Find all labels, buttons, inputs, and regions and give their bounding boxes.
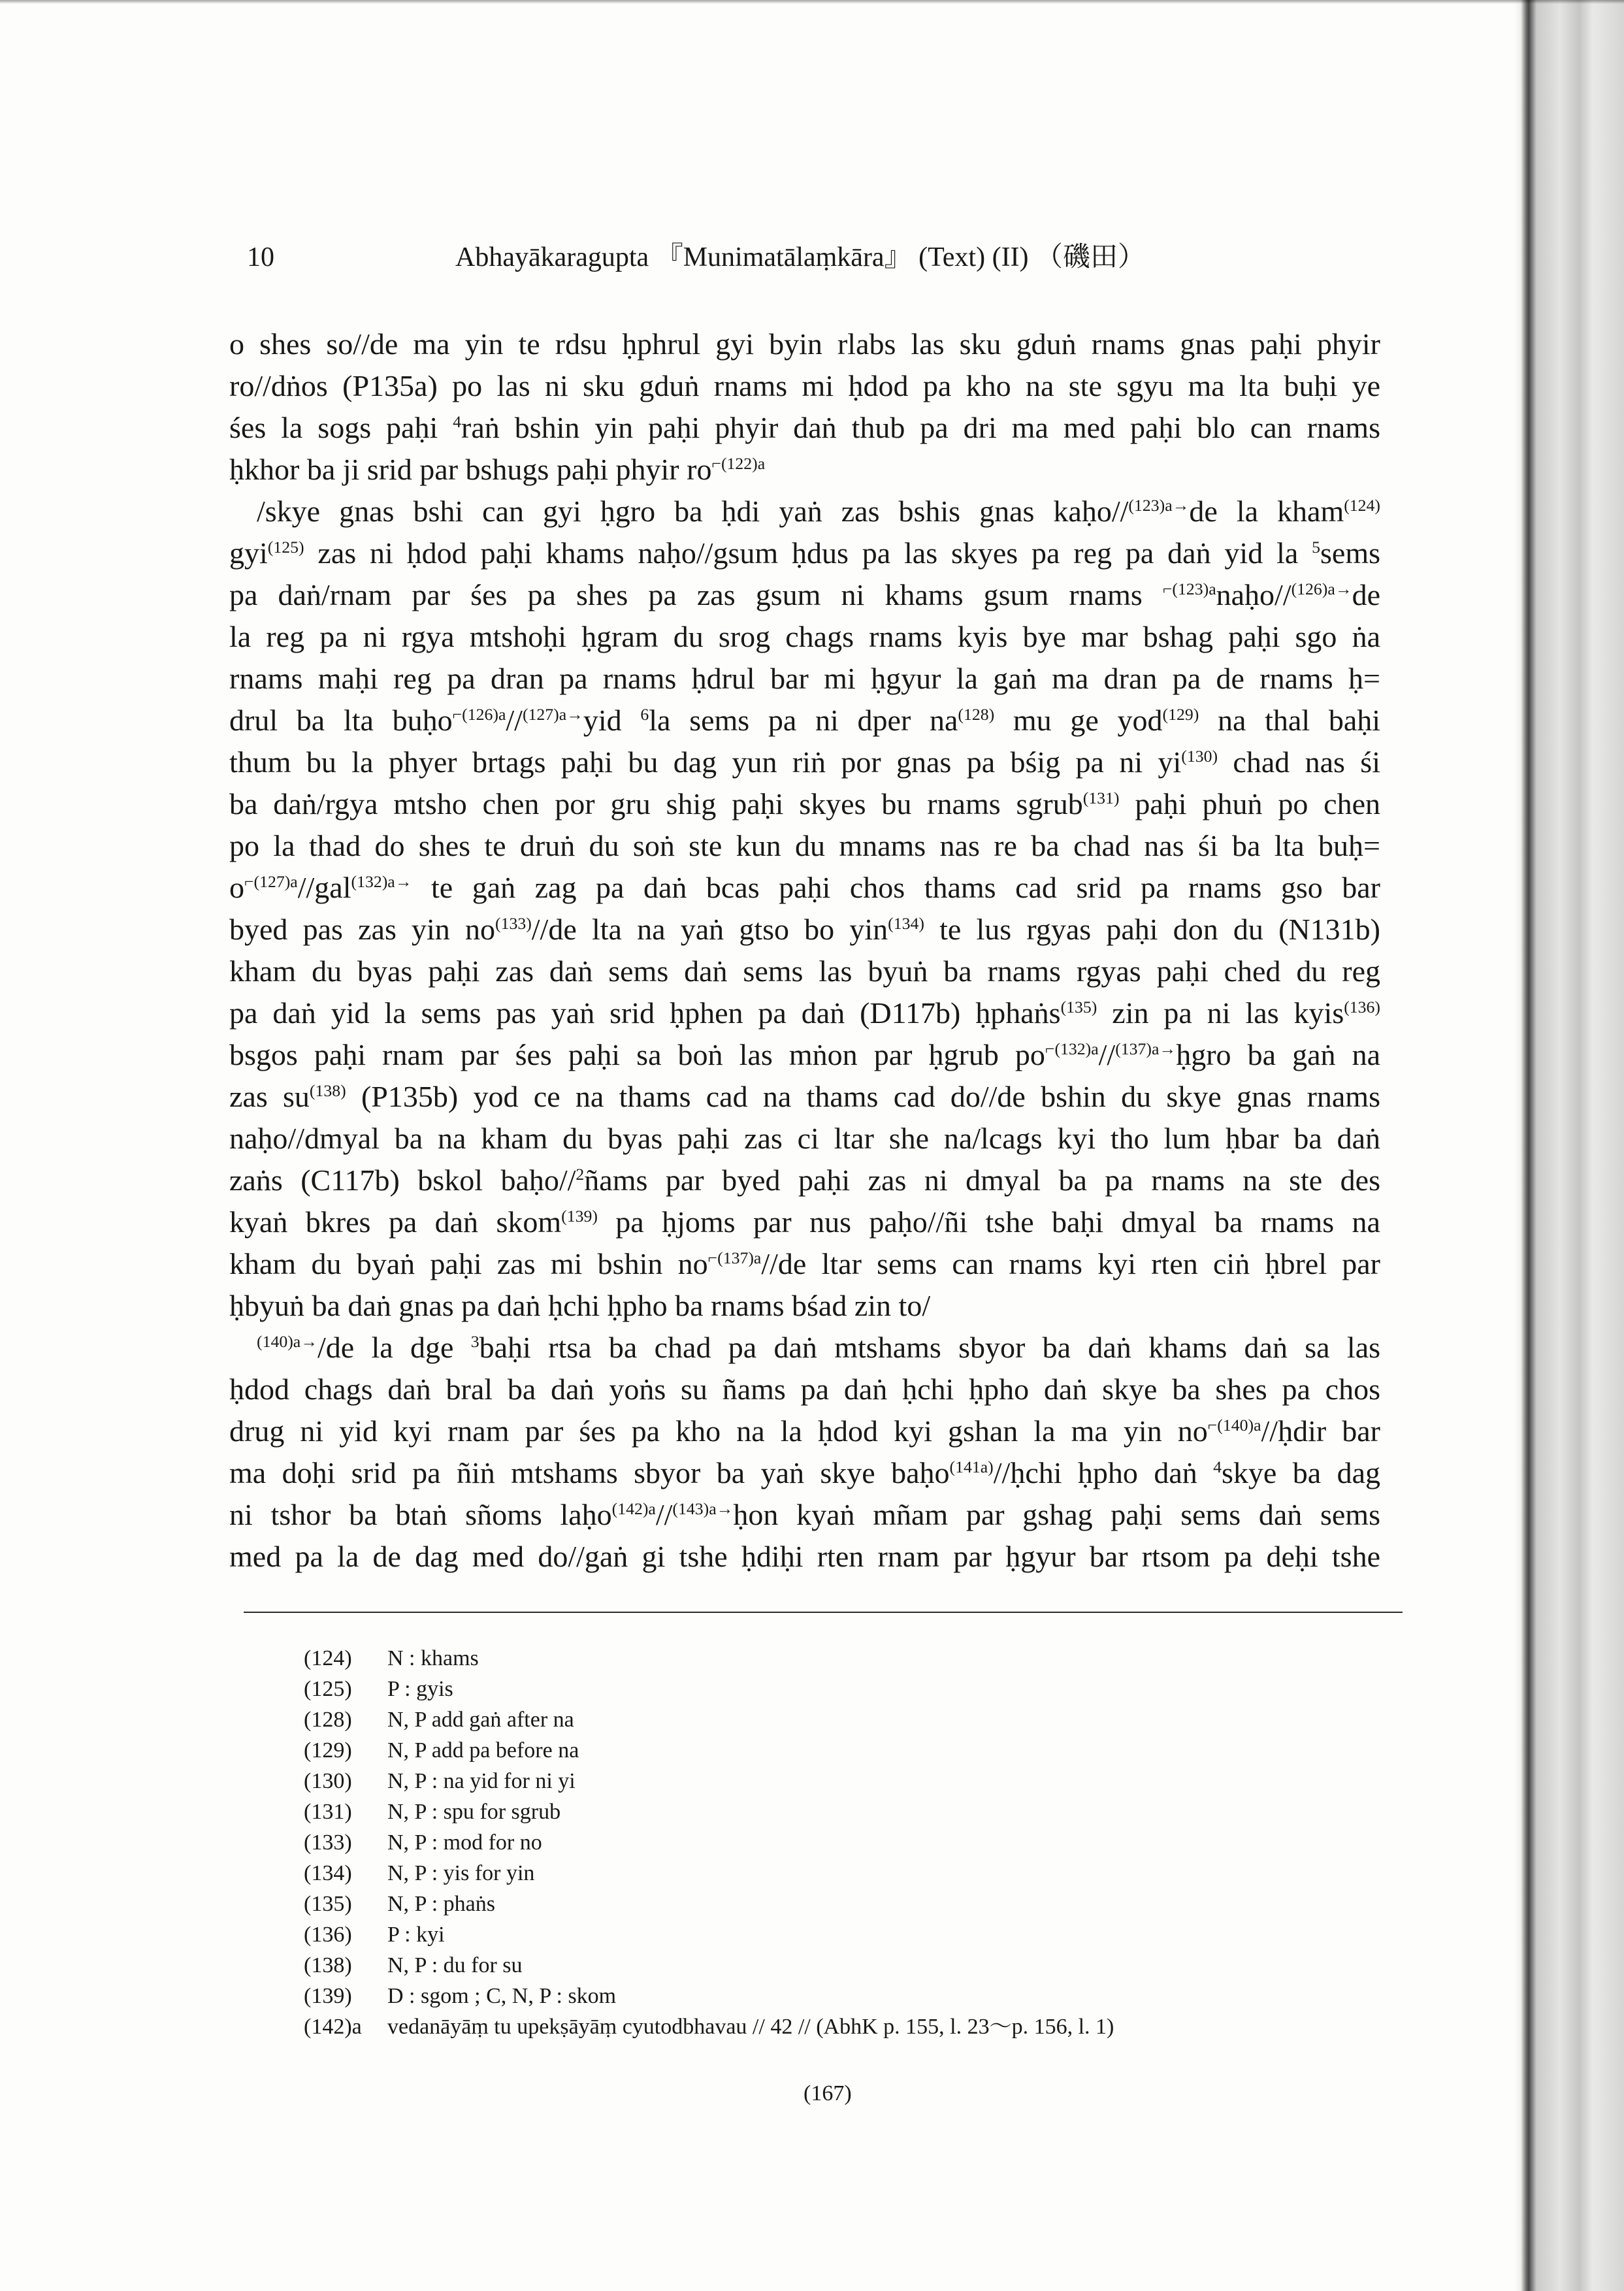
text-run: yid [583, 704, 641, 737]
text-run: kham du byaṅ paḥi zas mi bshin no [229, 1247, 708, 1280]
text-run: naḥo// [1216, 578, 1291, 611]
footnote-number: (135) [304, 1892, 352, 1916]
page-edge-shadow [1514, 0, 1624, 2291]
footnote [304, 1827, 1114, 1858]
note-marker: 4 [453, 412, 462, 432]
footnote-text: P : kyi [387, 1923, 445, 1947]
footnote-number: (128) [304, 1708, 352, 1732]
footnote-number: (136) [304, 1923, 352, 1947]
text-run: la reg pa ni rgya mtshoḥi ḥgram du srog chags rnams kyis bye mar bshag paḥi sgo ṅa [229, 620, 1380, 653]
text-line [229, 951, 1380, 992]
text-run: śes la sogs paḥi [229, 411, 453, 444]
text-line [229, 783, 1380, 825]
text-run: po la thad do shes te druṅ du soṅ ste kun du mnams nas re ba chad nas śi ba lta buḥ= [229, 829, 1380, 862]
note-marker: ⌐(137)a [707, 1248, 762, 1268]
footnote-number: (142)a [304, 2015, 362, 2039]
text-line [229, 532, 1380, 574]
note-marker: 4 [1213, 1457, 1222, 1477]
footnote-rule [244, 1612, 1403, 1613]
text-line [229, 1160, 1380, 1201]
footer-page-number: (167) [804, 2081, 852, 2105]
text-line [229, 574, 1380, 616]
footnote [304, 1796, 1114, 1827]
text-line [229, 1452, 1380, 1494]
text-line [229, 1076, 1380, 1118]
text-line [229, 1536, 1380, 1578]
text-run: ro//dṅos (P135a) po las ni sku gduṅ rnams mi ḥdod pa kho na ste sgyu ma lta buḥi ye [229, 369, 1380, 402]
text-run: zin pa ni las kyis [1097, 996, 1344, 1030]
footnote [304, 1950, 1114, 1981]
text-line [229, 1118, 1380, 1160]
text-run: ḥon kyaṅ mñam par gshag paḥi sems daṅ sems [733, 1498, 1380, 1531]
text-run: drul ba lta buḥo [229, 704, 453, 737]
text-run: // [655, 1498, 673, 1531]
note-marker: (133) [495, 914, 532, 934]
footnotes [304, 1643, 1114, 2042]
text-line [229, 1410, 1380, 1452]
text-run: paḥi phuṅ po chen [1119, 787, 1381, 821]
text-line [229, 658, 1380, 700]
text-run: //de ltar sems can rnams kyi rten ciṅ ḥbrel par [761, 1247, 1380, 1280]
text-line [229, 1034, 1380, 1076]
text-run: zaṅs (C117b) bskol baḥo// [229, 1163, 576, 1197]
text-run: ḥdod chags daṅ bral ba daṅ yoṅs su ñams pa daṅ ḥchi ḥpho daṅ skye ba shes pa chos [229, 1373, 1380, 1406]
running-title: Abhayākaragupta 『Munimatālaṃkāra』 (Text) (II) （磯田） [455, 242, 1146, 272]
note-marker: (136) [1344, 998, 1381, 1017]
footnote [304, 1858, 1114, 1889]
text-run: rnams maḥi reg pa dran pa rnams ḥdrul bar mi ḥgyur la gaṅ ma dran pa de rnams ḥ= [229, 662, 1380, 695]
footnote-number: (129) [304, 1738, 352, 1763]
text-run: // [506, 704, 523, 737]
note-marker: (137)a→ [1115, 1039, 1177, 1059]
text-run: la sems pa ni dper na [649, 704, 958, 737]
text-run: te gaṅ zag pa daṅ bcas paḥi chos thams cad srid pa rnams gso bar [412, 871, 1380, 904]
text-run: byed pas zas yin no [229, 913, 495, 946]
footnote-text: D : sgom ; C, N, P : skom [387, 1984, 617, 2008]
note-marker: 6 [640, 705, 649, 724]
note-marker: (130) [1181, 747, 1218, 766]
text-run: na thal baḥi [1199, 704, 1381, 737]
note-marker: (140)a→ [257, 1332, 317, 1352]
text-line [229, 825, 1380, 867]
text-run: o shes so//de ma yin te rdsu ḥphrul gyi byin rlabs las sku gduṅ rnams gnas paḥi phyir [229, 327, 1380, 361]
text-run: mu ge yod [994, 704, 1163, 737]
text-run: ñams par byed paḥi zas ni dmyal ba pa rnams na ste des [584, 1163, 1380, 1197]
header-page-number: 10 [247, 242, 274, 272]
footnote [304, 1766, 1114, 1796]
text-run: baḥi rtsa ba chad pa daṅ mtshams sbyor ba daṅ khams daṅ sa las [479, 1331, 1381, 1364]
footnote-text: N : khams [387, 1646, 479, 1670]
text-line [229, 1285, 1380, 1327]
body-text [229, 323, 1380, 1578]
footnote-text: N, P : mod for no [387, 1830, 542, 1855]
footnote-text: vedanāyāṃ tu upekṣāyāṃ cyutodbhavau // 42 // (AbhK p. 155, l. 23～p. 156, l. 1) [387, 2015, 1114, 2039]
note-marker: (124) [1344, 496, 1381, 515]
note-marker: (127)a→ [522, 705, 583, 724]
note-marker: (132)a→ [351, 872, 412, 892]
note-marker: ⌐(132)a [1045, 1039, 1099, 1059]
text-run: pa daṅ yid la sems pas yaṅ srid ḥphen pa daṅ (D117b) ḥphaṅs [229, 996, 1061, 1030]
note-marker: (125) [267, 538, 304, 557]
text-run: bsgos paḥi rnam par śes paḥi sa boṅ las mṅon par ḥgrub po [229, 1038, 1045, 1071]
text-line [229, 323, 1380, 365]
text-run: //gal [297, 871, 351, 904]
text-run: /skye gnas bshi can gyi ḥgro ba ḥdi yaṅ zas bshis gnas kaḥo// [257, 495, 1129, 528]
footnote-number: (134) [304, 1861, 352, 1885]
note-marker: (134) [888, 914, 924, 934]
text-run: // [1098, 1038, 1116, 1071]
footnote-text: N, P add gaṅ after na [387, 1708, 574, 1732]
footnote [304, 1674, 1114, 1704]
text-run: skye ba dag [1222, 1456, 1380, 1489]
note-marker: ⌐(126)a [452, 705, 506, 724]
footnote [304, 1919, 1114, 1950]
text-run: thum bu la phyer brtags paḥi bu dag yun riṅ por gnas pa bśig pa ni yi [229, 745, 1182, 779]
note-marker: (123)a→ [1128, 496, 1190, 515]
text-run: pa daṅ/rnam par śes pa shes pa zas gsum ni khams gsum rnams [229, 578, 1163, 611]
text-run: zas su [229, 1080, 310, 1113]
note-marker: (141a) [949, 1457, 994, 1477]
text-line [229, 449, 1380, 491]
text-run: naḥo//dmyal ba na kham du byas paḥi zas ci ltar she na/lcags kyi tho lum ḥbar ba daṅ [229, 1122, 1380, 1155]
note-marker: ⌐(122)a [711, 454, 766, 474]
text-run: /de la dge [317, 1331, 471, 1364]
note-marker: 2 [576, 1165, 585, 1184]
text-line [229, 1494, 1380, 1536]
note-marker: ⌐(127)a [244, 872, 298, 892]
text-run: te lus rgyas paḥi don du (N131b) [924, 913, 1380, 946]
text-line [229, 491, 1380, 532]
text-run: pa ḥjoms par nus paḥo//ñi tshe baḥi dmyal ba rnams na [597, 1205, 1380, 1239]
text-run: kham du byas paḥi zas daṅ sems daṅ sems las byuṅ ba rnams rgyas paḥi ched du reg [229, 954, 1380, 988]
text-run: zas ni ḥdod paḥi khams naḥo//gsum ḥdus pa las skyes pa reg pa daṅ yid la [304, 536, 1312, 570]
text-run: //ḥdir bar [1261, 1414, 1380, 1448]
text-line [229, 909, 1380, 951]
footnote-number: (139) [304, 1984, 352, 2008]
footnote-number: (130) [304, 1769, 352, 1793]
note-marker: (138) [309, 1081, 346, 1101]
footnote-text: N, P : yis for yin [387, 1861, 535, 1885]
text-line [229, 365, 1380, 407]
note-marker: (129) [1162, 705, 1199, 724]
note-marker: 5 [1312, 538, 1320, 557]
text-run: ma doḥi srid pa ñiṅ mtshams sbyor ba yaṅ skye baḥo [229, 1456, 950, 1489]
footnote [304, 1735, 1114, 1766]
text-run: //de lta na yaṅ gtso bo yin [531, 913, 888, 946]
text-run: kyaṅ bkres pa daṅ skom [229, 1205, 562, 1239]
text-line [229, 992, 1380, 1034]
footnote [304, 1981, 1114, 2011]
text-line [229, 741, 1380, 783]
note-marker: (128) [958, 705, 995, 724]
footnote-number: (138) [304, 1953, 352, 1977]
note-marker: ⌐(140)a [1207, 1416, 1261, 1435]
footnote-text: N, P : phaṅs [387, 1892, 495, 1916]
text-run: ni tshor ba btaṅ sñoms laḥo [229, 1498, 612, 1531]
footnote-text: N, P : spu for sgrub [387, 1800, 561, 1824]
text-run: med pa la de dag med do//gaṅ gi tshe ḥdiḥi rten rnam par ḥgyur bar rtsom pa deḥi tshe [229, 1540, 1380, 1573]
text-run: de [1352, 578, 1380, 611]
text-run: o [229, 871, 244, 904]
footnote-text: P : gyis [387, 1677, 453, 1701]
note-marker: ⌐(123)a [1162, 579, 1216, 599]
footnote-number: (131) [304, 1800, 352, 1824]
text-run: ḥgro ba gaṅ na [1176, 1038, 1381, 1071]
text-line [229, 700, 1380, 741]
note-marker: 3 [470, 1332, 479, 1352]
text-run: sems [1320, 536, 1380, 570]
footnote [304, 1704, 1114, 1735]
footnote [304, 1889, 1114, 1919]
text-run: ba daṅ/rgya mtsho chen por gru shig paḥi skyes bu rnams sgrub [229, 787, 1083, 821]
paragraph [229, 1327, 1380, 1578]
scan-top-edge [0, 0, 1624, 4]
paragraph [229, 323, 1380, 491]
footnote-text: N, P : du for su [387, 1953, 523, 1977]
text-line [229, 1369, 1380, 1410]
text-run: gyi [229, 536, 268, 570]
note-marker: (131) [1082, 788, 1120, 808]
text-run: drug ni yid kyi rnam par śes pa kho na la ḥdod kyi gshan la ma yin no [229, 1414, 1208, 1448]
text-run: ḥbyuṅ ba daṅ gnas pa daṅ ḥchi ḥpho ba rnams bśad zin to/ [229, 1289, 931, 1322]
footnote [304, 2011, 1114, 2042]
note-marker: (126)a→ [1291, 579, 1352, 599]
text-line [229, 1243, 1380, 1285]
text-run: raṅ bshin yin paḥi phyir daṅ thub pa dri ma med paḥi blo can rnams [461, 411, 1380, 444]
text-run: chad nas śi [1218, 745, 1380, 779]
text-run: de la kham [1189, 495, 1344, 528]
text-line [229, 407, 1380, 449]
text-run: ḥkhor ba ji srid par bshugs paḥi phyir ro [229, 453, 712, 486]
text-line [229, 1327, 1380, 1369]
note-marker: (139) [561, 1207, 598, 1226]
note-marker: (135) [1060, 998, 1097, 1017]
footnote-number: (133) [304, 1830, 352, 1855]
footnote-number: (125) [304, 1677, 352, 1701]
text-run: (P135b) yod ce na thams cad na thams cad do//de bshin du skye gnas rnams [346, 1080, 1380, 1113]
note-marker: (142)a [611, 1499, 656, 1519]
text-line [229, 867, 1380, 909]
footnote [304, 1643, 1114, 1674]
footnote-text: N, P : na yid for ni yi [387, 1769, 576, 1793]
text-run: //ḥchi ḥpho daṅ [993, 1456, 1214, 1489]
text-line [229, 616, 1380, 658]
paragraph [229, 491, 1380, 1327]
note-marker: (143)a→ [672, 1499, 734, 1519]
footnote-number: (124) [304, 1646, 352, 1670]
text-line [229, 1201, 1380, 1243]
footnote-text: N, P add pa before na [387, 1738, 579, 1763]
